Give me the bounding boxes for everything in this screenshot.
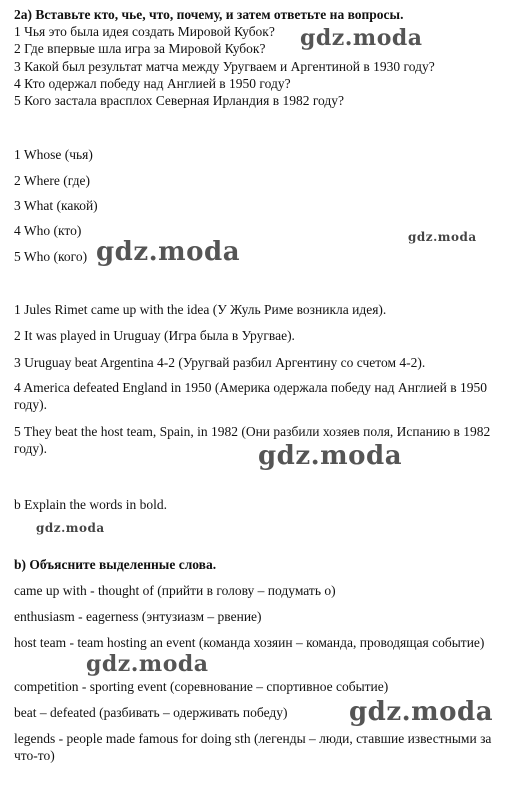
definition-2: enthusiasm - eagerness (энтузиазм – рвение) [14,609,262,624]
answer-4: 4 America defeated England in 1950 (Америка одержала победу над Англией в 1950 году). [14,380,487,412]
fill-in-2: 2 Where (где) [14,173,90,188]
answer-1: 1 Jules Rimet came up with the idea (У Жуль Риме возникла идея). [14,302,387,317]
question-1: 1 Чья это была идея создать Мировой Кубок? [14,24,275,39]
definition-1: came up with - thought of (прийти в голову – подумать о) [14,583,336,598]
fill-in-5: 5 Who (кого) [14,249,88,264]
watermark: gdz.moda [300,25,423,51]
answer-3: 3 Uruguay beat Argentina 4-2 (Уругвай разбил Аргентину со счетом 4-2). [14,355,426,370]
watermark: gdz.moda [258,441,403,471]
definition-5: beat – defeated (разбивать – одерживать победу) [14,705,288,720]
question-5: 5 Кого застала врасплох Северная Ирландия в 1982 году? [14,93,344,108]
definition-4: competition - sporting event (соревнование – спортивное событие) [14,679,389,694]
definition-6: legends - people made famous for doing sth (легенды – люди, ставшие известными за что-то) [14,731,492,763]
watermark: gdz.moda [408,230,477,244]
fill-in-3: 3 What (какой) [14,198,98,213]
fill-in-4: 4 Who (кто) [14,223,82,238]
task-a-heading: 2a) Вставьте кто, чье, что, почему, и затем ответьте на вопросы. [14,7,404,22]
question-3: 3 Какой был результат матча между Уругваем и Аргентиной в 1930 году? [14,59,435,74]
task-b-heading: b) Объясните выделенные слова. [14,557,217,572]
definition-3: host team - team hosting an event (команда хозяин – команда, проводящая событие) [14,635,485,650]
watermark: gdz.moda [96,237,241,267]
fill-in-1: 1 Whose (чья) [14,147,93,162]
watermark: gdz.moda [36,521,105,535]
watermark: gdz.moda [349,697,494,727]
question-4: 4 Кто одержал победу над Англией в 1950 году? [14,76,291,91]
answer-2: 2 It was played in Uruguay (Игра была в Уругвае). [14,328,295,343]
answer-5: 5 They beat the host team, Spain, in 1982 (Они разбили хозяев поля, Испанию в 1982 году). [14,424,491,456]
task-b-instruction: b Explain the words in bold. [14,497,167,512]
watermark: gdz.moda [86,651,209,677]
question-2: 2 Где впервые шла игра за Мировой Кубок? [14,41,266,56]
